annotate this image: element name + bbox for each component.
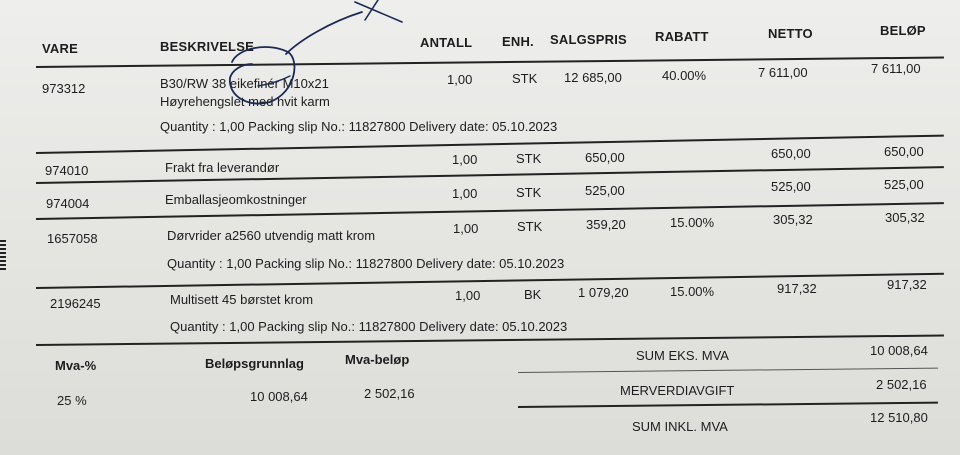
row5-desc: Multisett 45 børstet krom bbox=[170, 292, 314, 307]
row3-netto: 525,00 bbox=[771, 179, 811, 194]
row3-salgspris: 525,00 bbox=[585, 183, 625, 198]
row5-salgspris: 1 079,20 bbox=[578, 285, 629, 300]
row3-enh: STK bbox=[516, 185, 542, 200]
row5-antall: 1,00 bbox=[455, 288, 481, 303]
row5-vare: 2196245 bbox=[50, 296, 101, 311]
row2-desc: Frakt fra leverandør bbox=[165, 160, 280, 175]
row1-desc: B30/RW 38 eikefinér M10x21 bbox=[160, 76, 329, 91]
row4-enh: STK bbox=[517, 219, 543, 234]
row1-salgspris: 12 685,00 bbox=[564, 70, 622, 85]
row4-vare: 1657058 bbox=[47, 231, 98, 246]
vat-pct-label: Mva-% bbox=[55, 358, 97, 373]
row3-desc: Emballasjeomkostninger bbox=[165, 192, 307, 207]
row2-enh: STK bbox=[516, 151, 542, 166]
row5-belop: 917,32 bbox=[887, 277, 927, 292]
totals-rule-1 bbox=[518, 368, 938, 373]
sum-eks-label: SUM EKS. MVA bbox=[636, 348, 729, 363]
header-salgspris: SALGSPRIS bbox=[550, 32, 627, 47]
vat-grunnlag-label: Beløpsgrunnlag bbox=[205, 356, 304, 371]
pen-cross-b bbox=[365, 0, 378, 20]
row4-belop: 305,32 bbox=[885, 210, 925, 225]
totals-rule-2 bbox=[518, 402, 938, 408]
header-vare: VARE bbox=[42, 41, 78, 56]
header-antall: ANTALL bbox=[420, 35, 473, 50]
row4-desc: Dørvrider a2560 utvendig matt krom bbox=[167, 228, 376, 243]
row4-rabatt: 15.00% bbox=[670, 215, 715, 230]
row3-vare: 974004 bbox=[46, 196, 90, 211]
row1-enh: STK bbox=[512, 71, 538, 86]
row5-enh: BK bbox=[524, 287, 542, 302]
pen-stroke-up bbox=[286, 12, 362, 54]
header-rule bbox=[36, 56, 944, 68]
pen-cross-a bbox=[355, 2, 402, 22]
sum-inkl-label: SUM INKL. MVA bbox=[632, 419, 728, 434]
row1-rabatt: 40.00% bbox=[662, 68, 707, 83]
row5-netto: 917,32 bbox=[777, 281, 817, 296]
row1-belop: 7 611,00 bbox=[871, 61, 921, 76]
row2-salgspris: 650,00 bbox=[585, 150, 625, 165]
header-netto: NETTO bbox=[768, 26, 813, 41]
row1-info: Quantity : 1,00 Packing slip No.: 11827800 Delivery date: 05.10.2023 bbox=[160, 119, 558, 134]
row5-info: Quantity : 1,00 Packing slip No.: 11827800 Delivery date: 05.10.2023 bbox=[170, 319, 568, 334]
row4-salgspris: 359,20 bbox=[586, 217, 626, 232]
vat-grunnlag: 10 008,64 bbox=[250, 389, 308, 404]
row1-vare: 973312 bbox=[42, 81, 86, 96]
row3-antall: 1,00 bbox=[452, 186, 478, 201]
row1-antall: 1,00 bbox=[447, 72, 473, 87]
header-rabatt: RABATT bbox=[655, 29, 709, 44]
sum-eks-value: 10 008,64 bbox=[870, 343, 928, 358]
row2-netto: 650,00 bbox=[771, 146, 811, 161]
row4-netto: 305,32 bbox=[773, 212, 813, 227]
header-belop: BELØP bbox=[880, 23, 926, 38]
row4-info: Quantity : 1,00 Packing slip No.: 11827800 Delivery date: 05.10.2023 bbox=[167, 256, 565, 271]
row2-vare: 974010 bbox=[45, 163, 89, 178]
sum-inkl-value: 12 510,80 bbox=[870, 410, 928, 425]
row5-rabatt: 15.00% bbox=[670, 284, 715, 299]
mva-value: 2 502,16 bbox=[876, 377, 927, 392]
row1-netto: 7 611,00 bbox=[758, 65, 808, 80]
vat-pct: 25 % bbox=[57, 393, 87, 408]
header-beskrivelse: BESKRIVELSE bbox=[160, 39, 254, 54]
mva-label: MERVERDIAVGIFT bbox=[620, 383, 735, 398]
row1-desc2: Høyrehengslet med hvit karm bbox=[160, 94, 330, 109]
row5-rule bbox=[36, 334, 944, 346]
header-enh: ENH. bbox=[502, 34, 534, 49]
row2-belop: 650,00 bbox=[884, 144, 924, 159]
barcode-fragment bbox=[0, 240, 6, 270]
row4-antall: 1,00 bbox=[453, 221, 479, 236]
vat-belop-label: Mva-beløp bbox=[345, 352, 410, 367]
vat-belop: 2 502,16 bbox=[364, 386, 415, 401]
row2-antall: 1,00 bbox=[452, 152, 478, 167]
row3-belop: 525,00 bbox=[884, 177, 924, 192]
